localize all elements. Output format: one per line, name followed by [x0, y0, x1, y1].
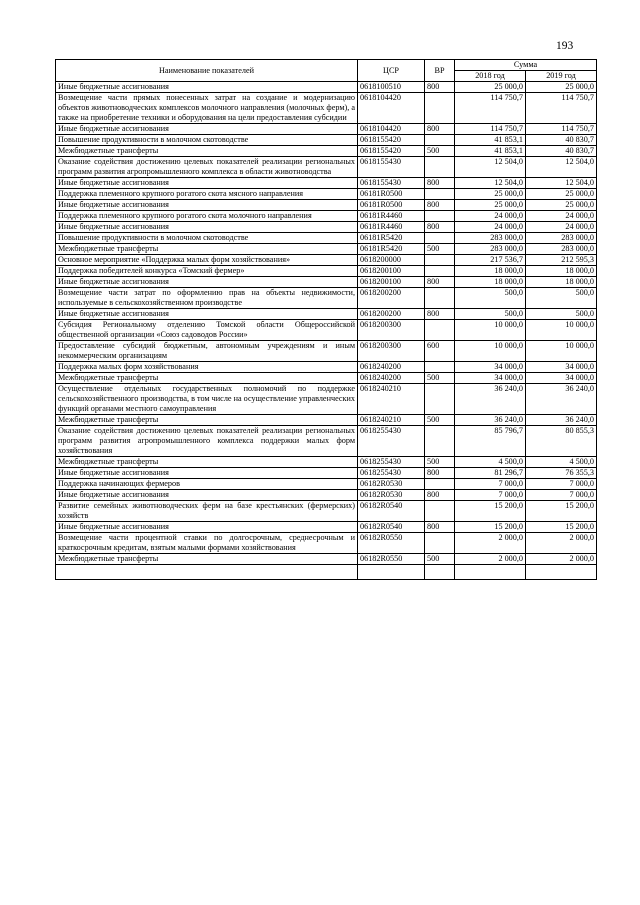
cell-name: Иные бюджетные ассигнования [56, 82, 358, 93]
table-row [56, 244, 597, 255]
cell-csr: 0618104420 [358, 93, 425, 124]
cell-csr: 06181R0500 [358, 189, 425, 200]
cell-name: Поддержка начинающих фермеров [56, 479, 358, 490]
cell-y2019: 25 000,0 [526, 189, 597, 200]
cell-y2018: 36 240,0 [455, 415, 526, 426]
cell-y2018: 25 000,0 [455, 82, 526, 93]
table-row [56, 222, 597, 233]
page-number: 193 [556, 40, 574, 52]
cell-vr: 800 [425, 522, 455, 533]
table-row [56, 255, 597, 266]
cell-y2019: 34 000,0 [526, 362, 597, 373]
cell-y2019: 7 000,0 [526, 490, 597, 501]
cell-y2019: 7 000,0 [526, 479, 597, 490]
cell-y2019: 283 000,0 [526, 244, 597, 255]
cell-name: Осуществление отдельных государственных полномочий по поддержке сельскохозяйственного производства, в том числе на осуществление управленческих функций органами местного самоуправления [56, 384, 358, 415]
cell-name: Поддержка племенного крупного рогатого скота мясного направления [56, 189, 358, 200]
cell-y2018: 18 000,0 [455, 266, 526, 277]
cell-y2019: 12 504,0 [526, 157, 597, 178]
cell-y2019: 12 504,0 [526, 178, 597, 189]
cell-name: Основное мероприятие «Поддержка малых форм хозяйствования» [56, 255, 358, 266]
table-row [56, 415, 597, 426]
cell-vr: 500 [425, 244, 455, 255]
cell-csr: 0618200300 [358, 341, 425, 362]
cell-name: Поддержка победителей конкурса «Томский фермер» [56, 266, 358, 277]
cell-name: Оказание содействия достижению целевых показателей реализации региональных программ развития агропромышленного комплекса поддержки малых форм хозяйствования [56, 426, 358, 457]
budget-table [55, 59, 597, 580]
cell-y2019: 25 000,0 [526, 200, 597, 211]
cell-name: Субсидия Региональному отделению Томской области Общероссийской общественной организации «Союз садоводов России» [56, 320, 358, 341]
cell-name: Оказание содействия достижению целевых показателей реализации региональных программ развития агропромышленного комплекса в области животноводства [56, 157, 358, 178]
cell-csr: 0618255430 [358, 457, 425, 468]
cell-y2018: 7 000,0 [455, 479, 526, 490]
cell-y2019: 212 595,3 [526, 255, 597, 266]
cell-csr: 0618155430 [358, 178, 425, 189]
cell-csr: 0618255430 [358, 426, 425, 457]
cell-name: Возмещение части прямых понесенных затрат на создание и модернизацию объектов животноводческих комплексов молочного направления (молочных ферм), а также на приобретение техники и оборудования на цели предоставления субсидии [56, 93, 358, 124]
cell-csr: 06181R5420 [358, 233, 425, 244]
cell-y2019: 15 200,0 [526, 522, 597, 533]
cell-csr: 0618155420 [358, 146, 425, 157]
table-row [56, 189, 597, 200]
table-body [56, 82, 597, 580]
table-row [56, 124, 597, 135]
table-row [56, 554, 597, 565]
cell-csr: 06182R0550 [358, 533, 425, 554]
header-year-2019: 2019 год [526, 71, 597, 82]
cell-y2018: 36 240,0 [455, 384, 526, 415]
header-csr: ЦСР [358, 60, 425, 82]
cell-y2019: 10 000,0 [526, 320, 597, 341]
cell-vr: 800 [425, 82, 455, 93]
cell-csr: 0618200300 [358, 320, 425, 341]
cell-csr: 0618104420 [358, 124, 425, 135]
cell-csr: 06181R5420 [358, 244, 425, 255]
cell-y2018: 34 000,0 [455, 373, 526, 384]
cell-y2018: 2 000,0 [455, 533, 526, 554]
cell-y2019: 18 000,0 [526, 266, 597, 277]
cell-y2019: 4 500,0 [526, 457, 597, 468]
cell-csr: 0618200000 [358, 255, 425, 266]
cell-y2019: 2 000,0 [526, 554, 597, 565]
empty-cell [56, 565, 358, 580]
cell-vr: 500 [425, 146, 455, 157]
table-row [56, 288, 597, 309]
table-row [56, 341, 597, 362]
header-sum: Сумма [455, 60, 597, 71]
cell-name: Межбюджетные трансферты [56, 373, 358, 384]
cell-name: Иные бюджетные ассигнования [56, 200, 358, 211]
table-row [56, 457, 597, 468]
cell-y2019: 24 000,0 [526, 211, 597, 222]
cell-y2018: 25 000,0 [455, 189, 526, 200]
cell-vr [425, 320, 455, 341]
cell-vr: 800 [425, 468, 455, 479]
table-row [56, 178, 597, 189]
cell-vr: 800 [425, 490, 455, 501]
cell-csr: 06181R0500 [358, 200, 425, 211]
cell-y2018: 283 000,0 [455, 244, 526, 255]
cell-csr: 06181R4460 [358, 222, 425, 233]
cell-name: Иные бюджетные ассигнования [56, 178, 358, 189]
header-name: Наименование показателей [56, 60, 358, 82]
cell-name: Межбюджетные трансферты [56, 554, 358, 565]
table-row [56, 309, 597, 320]
cell-y2019: 114 750,7 [526, 124, 597, 135]
table-row [56, 266, 597, 277]
cell-csr: 06182R0540 [358, 522, 425, 533]
cell-name: Иные бюджетные ассигнования [56, 309, 358, 320]
cell-y2018: 18 000,0 [455, 277, 526, 288]
cell-vr: 500 [425, 554, 455, 565]
empty-cell [526, 565, 597, 580]
cell-y2019: 40 830,7 [526, 146, 597, 157]
cell-name: Межбюджетные трансферты [56, 146, 358, 157]
cell-vr: 800 [425, 222, 455, 233]
cell-csr: 06182R0530 [358, 479, 425, 490]
cell-y2019: 34 000,0 [526, 373, 597, 384]
cell-vr [425, 288, 455, 309]
cell-y2018: 10 000,0 [455, 341, 526, 362]
cell-vr [425, 135, 455, 146]
cell-y2018: 4 500,0 [455, 457, 526, 468]
cell-y2019: 283 000,0 [526, 233, 597, 244]
cell-name: Иные бюджетные ассигнования [56, 468, 358, 479]
cell-name: Иные бюджетные ассигнования [56, 222, 358, 233]
cell-name: Возмещение части процентной ставки по долгосрочным, среднесрочным и краткосрочным кредитам, взятым малыми формами хозяйствования [56, 533, 358, 554]
table-row [56, 82, 597, 93]
empty-cell [425, 565, 455, 580]
table-row [56, 468, 597, 479]
cell-name: Иные бюджетные ассигнования [56, 490, 358, 501]
cell-y2018: 283 000,0 [455, 233, 526, 244]
table-row [56, 320, 597, 341]
cell-csr: 0618200200 [358, 288, 425, 309]
cell-vr: 500 [425, 457, 455, 468]
cell-csr: 0618240200 [358, 362, 425, 373]
table-row [56, 211, 597, 222]
cell-y2019: 15 200,0 [526, 501, 597, 522]
cell-y2018: 500,0 [455, 309, 526, 320]
cell-vr: 800 [425, 309, 455, 320]
table-row [56, 384, 597, 415]
cell-y2018: 10 000,0 [455, 320, 526, 341]
cell-vr [425, 93, 455, 124]
cell-vr: 500 [425, 373, 455, 384]
cell-y2019: 500,0 [526, 288, 597, 309]
cell-y2019: 24 000,0 [526, 222, 597, 233]
header-year-2018: 2018 год [455, 71, 526, 82]
cell-y2018: 25 000,0 [455, 200, 526, 211]
table-row [56, 157, 597, 178]
cell-y2018: 217 536,7 [455, 255, 526, 266]
table-row [56, 146, 597, 157]
cell-y2018: 500,0 [455, 288, 526, 309]
cell-y2018: 41 853,1 [455, 135, 526, 146]
cell-name: Межбюджетные трансферты [56, 244, 358, 255]
cell-y2019: 36 240,0 [526, 415, 597, 426]
cell-csr: 0618200200 [358, 309, 425, 320]
table-header [56, 60, 597, 82]
cell-vr [425, 384, 455, 415]
cell-vr: 800 [425, 200, 455, 211]
cell-name: Повышение продуктивности в молочном скотоводстве [56, 135, 358, 146]
cell-csr: 0618100510 [358, 82, 425, 93]
table-row [56, 479, 597, 490]
cell-vr: 500 [425, 415, 455, 426]
cell-csr: 06182R0540 [358, 501, 425, 522]
table-row [56, 501, 597, 522]
cell-csr: 0618255430 [358, 468, 425, 479]
cell-y2019: 36 240,0 [526, 384, 597, 415]
table-row [56, 373, 597, 384]
cell-vr [425, 266, 455, 277]
cell-name: Возмещение части затрат по оформлению прав на объекты недвижимости, используемые в сельскохозяйственном производстве [56, 288, 358, 309]
header-vr: ВР [425, 60, 455, 82]
cell-vr [425, 189, 455, 200]
table-empty-row [56, 565, 597, 580]
cell-vr [425, 157, 455, 178]
empty-cell [455, 565, 526, 580]
cell-y2018: 41 853,1 [455, 146, 526, 157]
table-row [56, 533, 597, 554]
cell-y2018: 114 750,7 [455, 93, 526, 124]
cell-name: Поддержка малых форм хозяйствования [56, 362, 358, 373]
cell-y2019: 80 855,3 [526, 426, 597, 457]
cell-csr: 0618155420 [358, 135, 425, 146]
cell-csr: 06182R0530 [358, 490, 425, 501]
cell-csr: 06181R4460 [358, 211, 425, 222]
cell-y2018: 7 000,0 [455, 490, 526, 501]
cell-y2018: 12 504,0 [455, 157, 526, 178]
cell-y2018: 2 000,0 [455, 554, 526, 565]
cell-name: Иные бюджетные ассигнования [56, 522, 358, 533]
table-row [56, 233, 597, 244]
table-row [56, 277, 597, 288]
cell-y2019: 25 000,0 [526, 82, 597, 93]
cell-vr [425, 479, 455, 490]
cell-y2018: 15 200,0 [455, 522, 526, 533]
cell-csr: 06182R0550 [358, 554, 425, 565]
cell-y2019: 500,0 [526, 309, 597, 320]
cell-name: Повышение продуктивности в молочном скотоводстве [56, 233, 358, 244]
cell-y2018: 34 000,0 [455, 362, 526, 373]
cell-name: Иные бюджетные ассигнования [56, 277, 358, 288]
cell-y2019: 76 355,3 [526, 468, 597, 479]
cell-y2019: 2 000,0 [526, 533, 597, 554]
cell-y2019: 40 830,7 [526, 135, 597, 146]
table-row [56, 490, 597, 501]
cell-csr: 0618240200 [358, 373, 425, 384]
cell-name: Предоставление субсидий бюджетным, автономным учреждениям и иным некоммерческим организациям [56, 341, 358, 362]
empty-cell [358, 565, 425, 580]
table-row [56, 362, 597, 373]
table-row [56, 426, 597, 457]
cell-csr: 0618200100 [358, 277, 425, 288]
cell-y2018: 24 000,0 [455, 222, 526, 233]
cell-y2018: 114 750,7 [455, 124, 526, 135]
cell-y2019: 18 000,0 [526, 277, 597, 288]
cell-csr: 0618155430 [358, 157, 425, 178]
cell-y2018: 15 200,0 [455, 501, 526, 522]
cell-vr [425, 426, 455, 457]
cell-y2019: 10 000,0 [526, 341, 597, 362]
table-row [56, 135, 597, 146]
cell-name: Поддержка племенного крупного рогатого скота молочного направления [56, 211, 358, 222]
cell-vr [425, 533, 455, 554]
cell-vr: 800 [425, 178, 455, 189]
cell-vr [425, 362, 455, 373]
cell-y2018: 81 296,7 [455, 468, 526, 479]
cell-vr [425, 501, 455, 522]
cell-name: Межбюджетные трансферты [56, 415, 358, 426]
cell-vr: 600 [425, 341, 455, 362]
cell-name: Развитие семейных животноводческих ферм на базе крестьянских (фермерских) хозяйств [56, 501, 358, 522]
table-row [56, 93, 597, 124]
cell-name: Межбюджетные трансферты [56, 457, 358, 468]
cell-name: Иные бюджетные ассигнования [56, 124, 358, 135]
cell-csr: 0618240210 [358, 384, 425, 415]
cell-vr [425, 211, 455, 222]
cell-vr [425, 255, 455, 266]
cell-vr: 800 [425, 277, 455, 288]
cell-y2019: 114 750,7 [526, 93, 597, 124]
table-row [56, 200, 597, 211]
cell-y2018: 24 000,0 [455, 211, 526, 222]
cell-y2018: 12 504,0 [455, 178, 526, 189]
cell-vr [425, 233, 455, 244]
cell-vr: 800 [425, 124, 455, 135]
cell-csr: 0618240210 [358, 415, 425, 426]
table-row [56, 522, 597, 533]
cell-y2018: 85 796,7 [455, 426, 526, 457]
cell-csr: 0618200100 [358, 266, 425, 277]
